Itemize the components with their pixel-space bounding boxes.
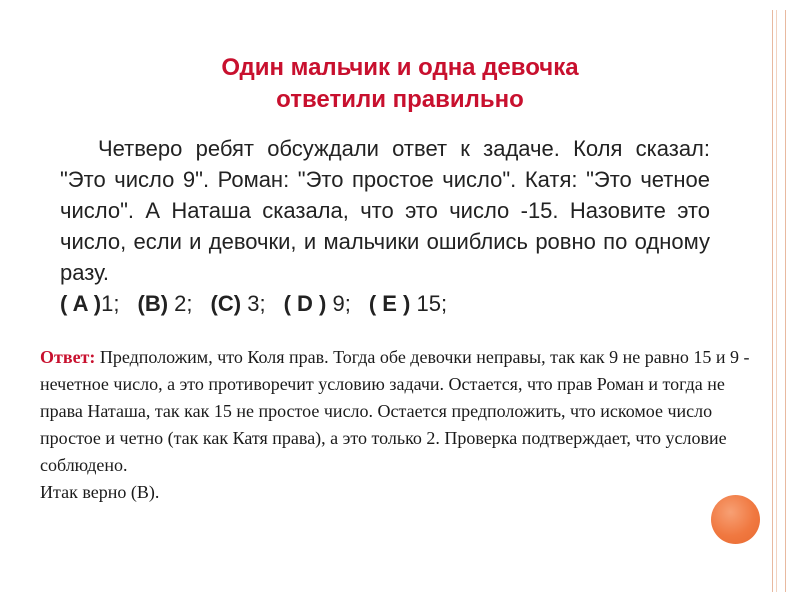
option-a: ( A )1; <box>60 291 120 316</box>
problem-statement <box>60 133 710 319</box>
title-line-1: Один мальчик и одна девочка <box>221 54 579 81</box>
decorative-circle-icon <box>711 495 760 544</box>
slide-title <box>150 52 650 116</box>
title-line-2: ответили правильно <box>276 86 524 113</box>
answer-label: Ответ: <box>40 347 96 367</box>
answer-options <box>60 288 710 319</box>
option-b: (B) 2; <box>137 291 193 316</box>
answer-paragraph <box>40 344 768 479</box>
answer-block <box>40 344 768 506</box>
decorative-border <box>772 10 786 592</box>
answer-body: Предположим, что Коля прав. Тогда обе девочки неправы, так как 9 не равно 15 и 9 - нечетное число, а это противоречит условию задачи. Остается, что прав Роман и тогда не права Наташа, так как 15 не простое число. Остается предположить, что искомое число простое и четно (так как Катя права), а это только 2. Проверка подтверждает, что условие соблюдено. <box>40 347 750 475</box>
option-e: ( E ) 15; <box>368 291 448 316</box>
problem-text: Четверо ребят обсуждали ответ к задаче. Коля сказал: "Это число 9". Роман: "Это простое число". Катя: "Это четное число". А Наташа сказала, что это число -15. Назовите это число, если и девочки, и мальчики ошиблись ровно по одному разу. <box>60 136 710 285</box>
option-d: ( D ) 9; <box>283 291 351 316</box>
option-c: (C) 3; <box>210 291 266 316</box>
answer-conclusion: Итак верно (В). <box>40 482 160 502</box>
